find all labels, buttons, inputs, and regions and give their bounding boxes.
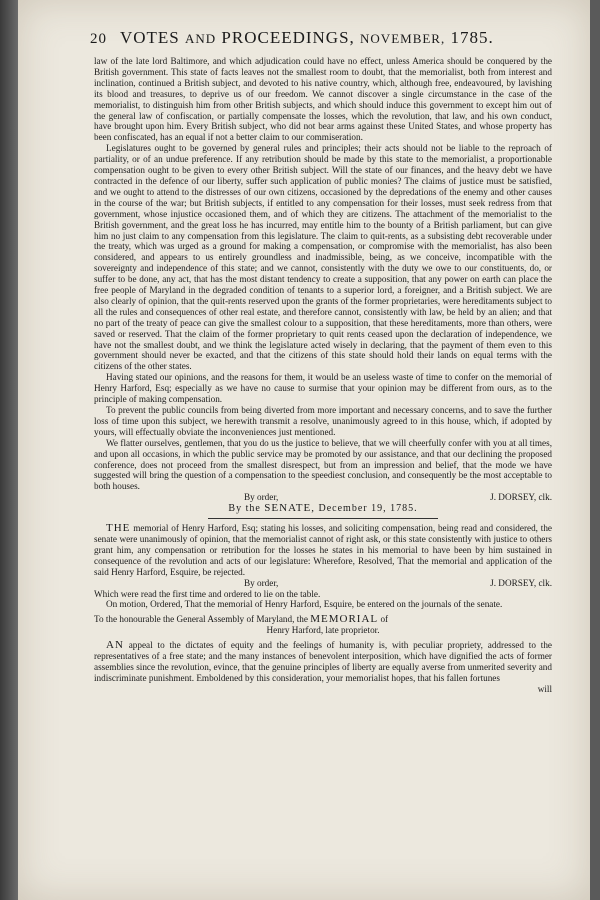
page-edge [0,0,18,900]
catchword: will [537,683,552,694]
appeal-text: appeal to the dictates of equity and the feelings of humanity is, with peculiar propriety, addressed to the representatives of a free state; and the many instances of benevolent interposition, which have dignified the acts of former assemblies since the revolution, evince, that the genuine principles of liberty are equally averse from unmerited severity and indiscriminate punishment. Emboldened by this consideration, your memorialist hopes, that his fallen fortunes [94,640,552,683]
paragraph-1: law of the late lord Baltimore, and which adjudication could have no effect, unless America should be conquered by the British government. This state of facts leaves not the smallest room to doubt, that the memorialist, both from interest and inclination, continued a British subject, and devoted to his native country, which, although free, endeavoured, by lavishing its blood and treasures, to deprive us of our freedom. We cannot discover a single circumstance in the case of the memorialist, to distinguish him from other British subjects, and which should induce this government to except him out of the general law of confiscation, or partially compensate the losses, which the revolution, that law, and his own conduct, have brought upon him. Every British subject, who did not bear arms against these United States, and whose property has been confiscated, has an equal if not a better claim to our commiseration. [94,56,552,143]
memorial-author [94,625,552,636]
senate-dateline [94,503,552,515]
paragraph-3: Having stated our opinions, and the reasons for them, it would be an useless waste of time to confer on the memorial of Henry Harford, Esq; especially as we have no cause to surmise that your opinion may be different from ours, as to the principle of making compensation. [94,372,552,405]
page-number: 20 [90,31,107,47]
header-title-votes: VOTES [119,28,180,47]
signature-1 [94,492,552,503]
memorial-of: of [380,614,389,625]
header-year: 1785. [450,28,494,47]
divider-rule [208,518,438,519]
clerk-name-2: J. DORSEY, clk. [490,577,552,588]
body-text [94,56,552,695]
header-title-and: AND [184,31,217,46]
paragraph-5: We flatter ourselves, gentlemen, that you do us the justice to believe, that we will cheerfully confer with you at all times, and upon all occasions, in which the public service may be promoted by our assistance, and that our declining the proposed conference, does not proceed from the smallest disrespect, but from an impression and belief, that the mode we have suggested will bring the question of a compensation to the speediest conclusion, and consequently be the most acceptable to both houses. [94,437,552,492]
paragraph-2: Legislatures ought to be governed by general rules and principles; their acts should not be liable to the reproach of partiality, or of an undue preference. If any retribution should be made by this state to the memorialist, a proportionable compensation ought to be given to every other British subject. Will the state of our finances, and the heavy debt we have contracted in the defence of our liberty, suffer such application of public monies? The claims of justice must be satisfied, and we ought to attend to the distresses of our own citizens, occasioned by the depredations of the enemy and other causes in the course of the war; but British subjects, if entitled to any compensation for their losses, must seek redress from that government, whose injustice occasioned them, and of which they are citizens. The attachment of the memorialist to the British government, and the great loss he has incurred, may entitle him to the bounty of a British parliament, but can give him no just claim to any compensation from this legislature. The claim to quit-rents, as a subsisting debt recoverable under the treaty, which was urged as a ground for making a compensation, or compromise with the memorialist, has also been considered, and appears to us entirely groundless and inadmissible, being, as we conceive, incompatible with the sovereignty and independence of this state; and we cannot, consistently with the duty we owe to our constituents, do, or suffer to be done, any act, that has the most distant tendency to create a supposition, that any power on earth can place the free people of Maryland in the degraded condition of tenants to a superior lord, a foreigner, and a British subject. We are also clearly of opinion, that the quit-rents reserved upon the grants of the former proprietaries, were hereditaments subject to all the rules and consequences of other real estate, and therefore cannot, consistently with law, be held by an alien; and that no part of the treaty of peace can give the smallest colour to a supposition, that these hereditaments, more than others, were saved or reserved. That the claim of the former proprietary to quit rents ceased upon the declaration of independence, we have not the smallest doubt, and we think the legislature acted wisely in declaring, that the payment of them even to this government should never be exacted, and that the citizens of this state should hold their lands on equal terms with the citizens of the other states. [94,143,552,372]
running-header [90,28,560,52]
senate-date: December 19, 1785. [318,503,418,515]
header-month: NOVEMBER, [360,31,446,46]
memorial-late: late proprietor. [325,625,380,636]
memorial-the: the [296,614,308,625]
motion-line: On motion, Ordered, That the memorial of Henry Harford, Esquire, be entered on the journals of the senate. [106,599,503,610]
senate-name: SENATE, [264,502,315,515]
header-title-proceedings: PROCEEDINGS, [221,28,355,47]
senate-by-the: By the [228,503,261,515]
clerk-name-1: J. DORSEY, clk. [490,492,552,503]
paragraph-4: To prevent the public councils from being diverted from more important and necessary concerns, and to save the further loss of time upon this subject, we herewith transmit a resolve, unanimously agreed to in this house, which, if adopted by yours, will effectually obviate the inconveniences just mentioned. [94,405,552,437]
memorial-assembly: General Assembly of Maryland, [176,614,295,625]
memorial-name: Henry Harford, [266,625,324,636]
senate-the: THE [106,522,131,535]
read-line: Which were read the first time and ordered to lie on the table. [94,588,321,599]
memorial-title: MEMORIAL [310,613,379,626]
by-order-2: By order, [244,577,279,588]
memorial-heading [94,614,552,625]
memorial-to: To the honourable the [94,614,175,625]
by-order-1: By order, [244,492,279,503]
senate-resolution [94,523,552,578]
document-page [18,0,590,900]
appeal-an: AN [106,639,124,652]
senate-resolution-text: memorial of Henry Harford, Esq; stating his losses, and soliciting compensation, being read and considered, the senate were unanimously of opinion, that the memorialist cannot of right ask, or this state consistently with justice to others grant him, any compensation or retribution for the losses he states in his memorial to have been by him sustained in consequence of the revolution and acts of our legislature: Wherefore, Resolved, That the memorial and application of the said Henry Harford, Esquire, be rejected. [94,523,553,577]
signature-2 [94,578,552,589]
appeal-paragraph [94,640,552,684]
